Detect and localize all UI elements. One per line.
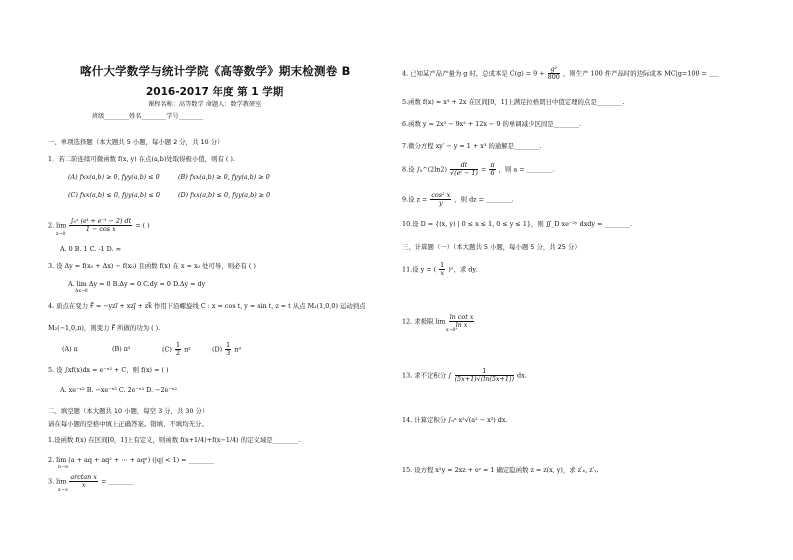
fill-5: 5.函数 f(x) = x³ + 2x 在区间[0，1]上满足拉格朗日中值定理的点是________. <box>402 98 625 106</box>
calc-11-den: x <box>440 269 444 277</box>
q4-d-den: 3 <box>226 349 231 357</box>
q4-d-label: (D) <box>212 345 223 354</box>
fill-4 <box>402 66 719 81</box>
calc-15: 15. 设方程 x²y = 2xz + eᶻ = 1 确定隐函数 z = z(x, y)，求 z′ₓ, z′ᵧ. <box>402 466 599 474</box>
fill-6: 6.函数 y = 2x³ − 9x² + 12x − 9 的单调减少区间是________. <box>402 120 582 128</box>
fill-3-den: x <box>81 481 86 489</box>
q2-limit: 2. lim <box>48 221 67 230</box>
fill-10: 10.设 D = {(x, y) | 0 ≤ x ≤ 1, 0 ≤ y ≤ 1}，则 ∬_D xe⁻²ʸ dxdy = ________. <box>402 220 633 228</box>
q4-option-c <box>162 342 191 357</box>
fill-4-post: ，则生产 100 件产品时的边际成本 MC|g=100 = ___ <box>562 69 719 78</box>
student-info: 班级________姓名________学号________ <box>92 113 204 120</box>
q4-option-d <box>212 342 241 357</box>
q2-options: A. 0 B. 1 C. -1 D. ∞ <box>60 245 121 253</box>
fill-3-limit: 3. lim <box>48 477 67 486</box>
calc-13-post: dx. <box>516 371 527 380</box>
fill-8-den: √(eᵗ − 1) <box>450 169 478 177</box>
calc-12-pre: 12. 求极限 lim <box>402 317 446 326</box>
question-5: 5. 设 ∫xf(x)dx = e⁻ˣ² + C，则 f(x) = ( ) <box>48 366 169 374</box>
q1-option-b: (B) fxx(a,b) ≥ 0, fyy(a,b) ≥ 0 <box>178 173 270 181</box>
exam-title: 喀什大学数学与统计学院《高等数学》期末检测卷 B <box>80 64 351 78</box>
question-3: 3. 设 Δy = f(x₀ + Δx) − f(x₀) 且函数 f(x) 在 x = x₀ 处可导，则必有 ( ) <box>48 262 256 270</box>
calc-11-pre: 11.设 y = ( <box>402 265 437 274</box>
fill-8 <box>402 162 554 177</box>
calc-13-pre: 13. 求不定积分 ∫ <box>402 371 452 380</box>
calc-12-den: ln x <box>455 321 468 329</box>
fill-7: 7.微分方程 xy′ − y = 1 + x³ 的通解是________. <box>402 142 542 150</box>
course-info: 课程名称：高等数学 命题人：数学教研室 <box>148 101 262 108</box>
fill-9 <box>402 192 514 207</box>
calc-13-den: (5x+1)√(ln(5x+1)) <box>454 375 514 383</box>
fill-8-num2: π <box>490 161 495 169</box>
question-1: 1．若二阶连续可微函数 f(x, y) 在点(a,b)处取得极小值，则有 ( ). <box>48 155 235 163</box>
calc-14: 14. 计算定积分 ∫₀ᵃ x²√(a² − x²) dx. <box>402 416 508 424</box>
q4-d-post: π³ <box>234 345 242 354</box>
fill-8-den2: 6 <box>490 169 495 177</box>
fill-3-limit-sub: x→∞ <box>58 488 69 493</box>
fill-3-num: arctan x <box>70 473 97 481</box>
q2-numerator: ∫₀ˣ (eᵗ + e⁻ᵗ − 2) dt <box>70 217 132 225</box>
calc-12 <box>402 314 475 329</box>
q2-answer: = ( ) <box>135 221 150 230</box>
fill-9-num: cos² x <box>431 191 451 199</box>
q1-option-d: (D) fxx(a,b) ≤ 0, fyy(a,b) ≥ 0 <box>178 191 271 199</box>
fill-9-den: y <box>438 199 443 207</box>
fill-4-pre: 4. 已知某产品产量为 g 时，总成本是 C(g) = 9 + <box>402 69 545 78</box>
calc-11 <box>402 262 477 277</box>
fill-4-den: 800 <box>547 73 560 81</box>
calc-13 <box>402 368 527 383</box>
q4-d-num: 1 <box>226 341 231 349</box>
q2-limit-sub: x→0 <box>56 232 66 237</box>
q4-c-post: π² <box>184 345 191 354</box>
fill-4-num: g² <box>548 66 560 74</box>
question-4-line-2: M₂(−1,0,π)，则变力 F⃗ 所做的功为 ( ). <box>48 324 161 332</box>
section-1-heading: 一、单项选择题（本大题共 5 小题，每小题 2 分，共 10 分） <box>48 138 224 146</box>
q4-c-label: (C) <box>162 345 172 354</box>
exam-subtitle: 2016-2017 年度 第 1 学期 <box>146 86 284 98</box>
q2-denominator: 1 − cos x <box>85 225 116 233</box>
section-2-note: 请在每小题的空格中填上正确答案。错填、不填均无分。 <box>48 420 208 428</box>
q5-options: A. xe⁻ˣ² B. −xe⁻ˣ² C. 2e⁻ˣ² D. −2e⁻ˣ² <box>60 386 177 394</box>
fill-8-pre: 8.设 ∫ₐ^(2ln2) <box>402 165 447 174</box>
section-2-heading: 二、填空题（本大题共 10 小题，每空 3 分，共 30 分） <box>48 407 209 415</box>
q3-options: A. lim Δy = 0 B.Δy = 0 C.dy = 0 D.Δy = dy <box>68 280 206 288</box>
fill-9-pre: 9.设 z = <box>402 195 428 204</box>
q1-option-c: (C) fxx(a,b) ≤ 0, fyy(a,b) ≤ 0 <box>68 191 160 199</box>
calc-12-limit-sub: x→0⁺ <box>446 328 458 333</box>
left-column <box>48 0 388 560</box>
fill-8-post: ，则 a = ________. <box>498 165 555 174</box>
q4-c-den: 2 <box>175 349 181 357</box>
calc-11-num: 1 <box>440 261 445 269</box>
q4-option-b: (B) π² <box>112 345 131 353</box>
q4-c-num: 1 <box>175 341 181 349</box>
section-3-heading: 三、计算题（一）（本大题共 5 小题，每小题 5 分，共 25 分） <box>402 243 581 251</box>
question-4-line-1: 4. 质点在变力 F⃗ = −yzi⃗ + xzj⃗ + zk⃗ 作用下沿螺旋线 C : x = cos t, y = sin t, z = t 从点 M₁(1,0,0) 运动到点 <box>48 302 366 310</box>
fill-8-eq: = <box>480 165 487 174</box>
right-column <box>402 0 762 560</box>
q3-limit-sub: Δx→0 <box>75 289 88 294</box>
q4-option-a: (A) π <box>62 345 78 353</box>
fill-9-post: ，则 dz = ________. <box>454 195 514 204</box>
calc-13-num: 1 <box>455 368 514 376</box>
calc-11-post: )ˣ，求 dy. <box>448 265 478 274</box>
q2-fraction <box>69 218 132 233</box>
fill-2-limit-sub: n→∞ <box>58 465 69 470</box>
fill-1: 1.设函数 f(x) 在区间[0，1]上有定义，则函数 f(x+1/4)+f(x−1/4) 的定义域是________. <box>48 436 301 444</box>
fill-8-num: dt <box>450 162 478 170</box>
fill-3-answer: = ________ <box>100 477 134 486</box>
calc-12-num: ln cot x <box>449 313 474 321</box>
fill-2: 2. lim (a + aq + aq² + ⋯ + aqⁿ) (|q| < 1) = ________ <box>48 456 215 464</box>
q1-option-a: (A) fxx(a,b) ≥ 0, fyy(a,b) ≤ 0 <box>68 173 160 181</box>
